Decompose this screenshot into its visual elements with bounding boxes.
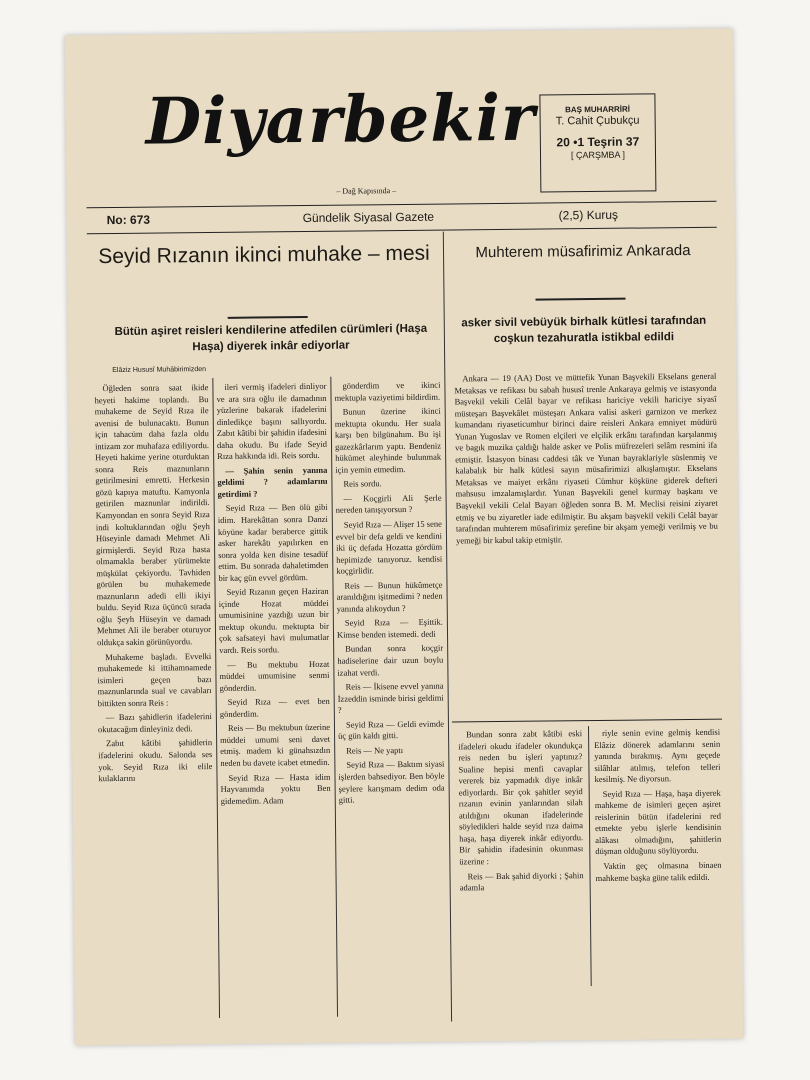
paragraph: riyle senin evine gelmiş kendisi Elâziz dönerek adamlarını senin yanında bırakmış. Aynı geçede silâhlar atılmış, telefon telleri kesilmiş. Ne diyorsun. — [594, 726, 721, 785]
paragraph: Reis — Bu mektubun üzerine müddei umumi seni davet etmiş. madem ki günahsızdın neden bu davete icabet etmedin. — [220, 722, 331, 768]
paragraph: Seyid Rıza — evet ben gönderdim. — [219, 696, 330, 719]
paragraph: Bundan sonra koçgir hadiselerine dair uzun boylu izahat verdi. — [337, 643, 444, 678]
paragraph: Seyid Rıza — Baktım siyasi işlerden bahsediyor. Ben böyle şeylere karışmam dedim oda gitti. — [338, 758, 445, 805]
paragraph: Bundan sonra zabt kâtibi eski ifadeleri okudu ifadeler okundukça reis neden bu işleri yaptınız? Sualine hepisi menfi cavaplar vererek biz yapmadık diye inkâr ediyorlardı. Bir çok şahitler seyid rızanın evinin yanlarından silah atıldığını okunan ifadelerinde söyledikleri halde seyid rıza daima haşa, haşa diyerek inkâr ediyordu. Bir şahidin ifadesinin okunması üzerine : — [458, 728, 584, 867]
issue-weekday: [ ÇARŞMBA ] — [570, 149, 626, 160]
paragraph: — Koçgirli Ali Şerle nereden tanışıyorsun ? — [335, 492, 442, 516]
paragraph: gönderdim ve ikinci mektupla vaziyetimi bildirdim. — [334, 379, 441, 403]
paragraph: Öğleden sonra saat ikide heyeti hakime toplandı. Bu muhakeme de Seyid Rıza ile avenisi de bulunacaktı. Bunun için tahacüm daha fazla oldu intizam zor muhafaza ediliyordu. Heyeti hakime yerine oturduktan sonra Reis maznunların getirilmesini emretti. Herkesin gözü kapıya matuftu. Kamyonla getirilen maznunlar indirildi. Kamyondan en sonra Seyid Rıza indi koltuklarından oğlu Şeyh Hüseyinle damadı Mehmet Ali girmişlerdi. Seyid Rıza hasta olmamakla beraber yürümekte müşkülat çekiyordu. Tavhiden görülen bu muhakemede maznunların adedi elli ikiyi buldu. Seyid Rıza üçüncü sırada oğlu Şeyh Hüseyin ve damadı Mehmet Ali ile beraber oturuyor oldukça sakin görünüyordu. — [94, 382, 212, 648]
paragraph: Reis — Bak şahid diyorki ; Şahin adamla — [459, 869, 584, 893]
editor-name: T. Cahit Çubukçu — [555, 114, 640, 128]
continuation-column-2 — [594, 727, 723, 984]
paragraph: Reis — Bunun hükûmetçe aranıldığını işitmedimi ? neden yanında alıkoydun ? — [336, 579, 443, 614]
newspaper-subtitle: Gündelik Siyasal Gazete — [302, 209, 435, 226]
left-headline-separator — [228, 316, 308, 319]
paragraph: — Şahin senin yanına geldimi ? adamlarını getirdimi ? — [217, 464, 328, 499]
left-article-column-3 — [334, 380, 447, 1017]
paragraph: Muhakeme başladı. Evvelki muhakemede ki ittihamnamede isimleri geçen bazı maznunlarında sual ve cavabları bittikten sonra Reis : — [97, 650, 212, 708]
paragraph: Seyid Rıza — Haşa, haşa diyerek mahkeme de isimleri geçen aşiret reislerinin bütün ifadelerini red etmekte yebu işlerle kendisinin alâkası olmadığını, şahitlerin düşman olduğunu söylüyordu. — [594, 787, 722, 857]
left-article-column-2 — [216, 381, 333, 1018]
masthead-tagline: – Dağ Kapısında – — [336, 186, 397, 196]
issue-price: (2,5) Kuruş — [558, 207, 619, 223]
paragraph: Seyid Rıza — Ben ölü gibi idim. Harekâttan sonra Danzi köyüne kadar beraberce gittik asker harekâtı yapılırken en sonra yolda ken disine tesadüf ettim. Bu sonrada dahaletimden bir kaç gün evvel gördüm. — [217, 502, 329, 583]
right-article-body — [454, 371, 720, 724]
continuation-column-1 — [458, 728, 585, 985]
paragraph: Seyid Rıza — Hasta idim Hayvanımda yoktu Ben gidemedim. Adam — [220, 771, 331, 806]
paragraph: Ankara — 19 (AA) Dost ve müttefik Yunan Başvekili Ekselans general Metaksas ve refikası bu sabah hususî trenle Ankaraya gelmiş ve istasyonda Başvekil vekili Celâl bayar ve refikası hariciye vekili hariciye siyasî müsteşarı Başvekâlet müsteşarı Ankara valisi askeri garnizon ve merkez kumandanı riyaseticumhur birinci daire reisleri Ankara emniyet müdürü Yunan Yugoslav ve Romen elçileri ve elçilik erkânı tarafından karşılanmış ve bagık muzika çaldığı halde asker ve Polis müfrezeleri selâm resmini ifa etmiştir. İstasyon binası caddesi tâk ve Yunan bayraklariyle süslenmiş ve kalabalık bir halk kütlesi sayın müsafirimizi alkışlamıştır. Ekselans Metaksas ve maiyet erkânı riyaseti Cümhur köşküne giderek defteri mahsusu imzalamışlardır. Yunan Başvekili genel kurmay başkanı ve Başvekil vekili Celal Bayarı öğleden sonra B. M. Meclisi reisini ziyaret etmiş ve bu ziyaretler iade edilmiştir. Bu akşam başvekil vekili Celâl bayar tarafından muhterem müsafirimiz şerefine bir akşam yemeği verilmiş ve bu yemeği bir kabul takip etmiştir. — [454, 370, 718, 546]
left-subheadline: Bütün aşiret reisleri kendilerine atfedilen cürümleri (Haşa Haşa) diyerek inkâr ediyorlar — [114, 322, 428, 353]
masthead-rule-top — [87, 201, 717, 209]
left-article-column-1 — [94, 382, 215, 1019]
paragraph: ileri vermiş ifadeleri dinliyor ve ara sıra oğlu ile damadının yüzlerine bakarak ifadelerini dinledikçe başını sallıyordu. Zabıt kâtibi bir şahidin ifadesini daha okudu. Bu ifade Seyid Rıza hakkında idi. Reis sordu. — [216, 380, 328, 462]
paragraph: Vaktin geç olmasına binaen mahkeme başka güne talik edildi. — [595, 859, 722, 883]
left-headline: Seyid Rızanın ikinci muhake – mesi — [98, 241, 430, 269]
paragraph: Zabıt kâtibi şahidlerin ifadelerini okudu. Salonda ses yok. Seyid Rıza iki elile kulaklarını — [98, 737, 213, 784]
right-column-divider — [588, 726, 592, 986]
paragraph: — Bazı şahidlerin ifadelerini okutacağım dinleyiniz dedi. — [97, 711, 212, 735]
masthead-title: Diyarbekir — [145, 80, 537, 160]
editor-label: BAŞ MUHARRİRİ — [565, 104, 631, 115]
paragraph: Seyid Rızanın geçen Haziran içinde Hozat müddei umumisinine yazdığı uzun bir mektup okundu. mektupta bir çok safsateyi havi mulumatlar vardı. Reis sordu. — [218, 586, 330, 655]
newspaper-content — [65, 29, 744, 1046]
right-headline-separator — [536, 298, 626, 301]
paragraph: Reis — Ne yaptı — [346, 744, 404, 756]
left-byline: Elâziz Hususî Muhâbirimizden — [112, 366, 207, 375]
issue-date: 20 •1 Teşrin 37 — [556, 134, 640, 150]
masthead-rule-bottom — [87, 227, 717, 235]
paragraph: Reis sordu. — [343, 478, 382, 490]
paragraph: Seyid Rıza — Geldi evimde üç gün kaldı gitti. — [338, 718, 445, 742]
paragraph: Seyid Rıza — Eşittik. Kimse benden istemedi. dedi — [336, 616, 443, 640]
paragraph: Seyid Rıza — Alişer 15 sene evvel bir defa geldi ve kendini iki üç defada Hozatta gördüm hepimizde tanıyoruz. kendisi koçgirlidir. — [335, 518, 443, 576]
right-subheadline: asker sivil vebüyük birhalk kütlesi tarafından coşkun tezahuratla istikbal edildi — [461, 314, 707, 346]
right-headline: Muhterem müsafirimiz Ankarada — [475, 241, 691, 262]
editor-info-box — [539, 93, 656, 192]
paragraph: Bunun üzerine ikinci mektupta okundu. Her suala karşı ben bilgünahım. Bu işi gazezkârlarım yaptı. Bendeniz hükümet aleyhinde bulunmak için yemin etmedim. — [334, 405, 442, 475]
issue-number: No: 673 — [106, 212, 151, 228]
paragraph: — Bu mektubu Hozat müddei umumisine senmi gönderdin. — [219, 658, 330, 693]
paragraph: Reis — İkisene evvel yanına İzzeddin isminde birisi geldimi ? — [337, 680, 444, 715]
